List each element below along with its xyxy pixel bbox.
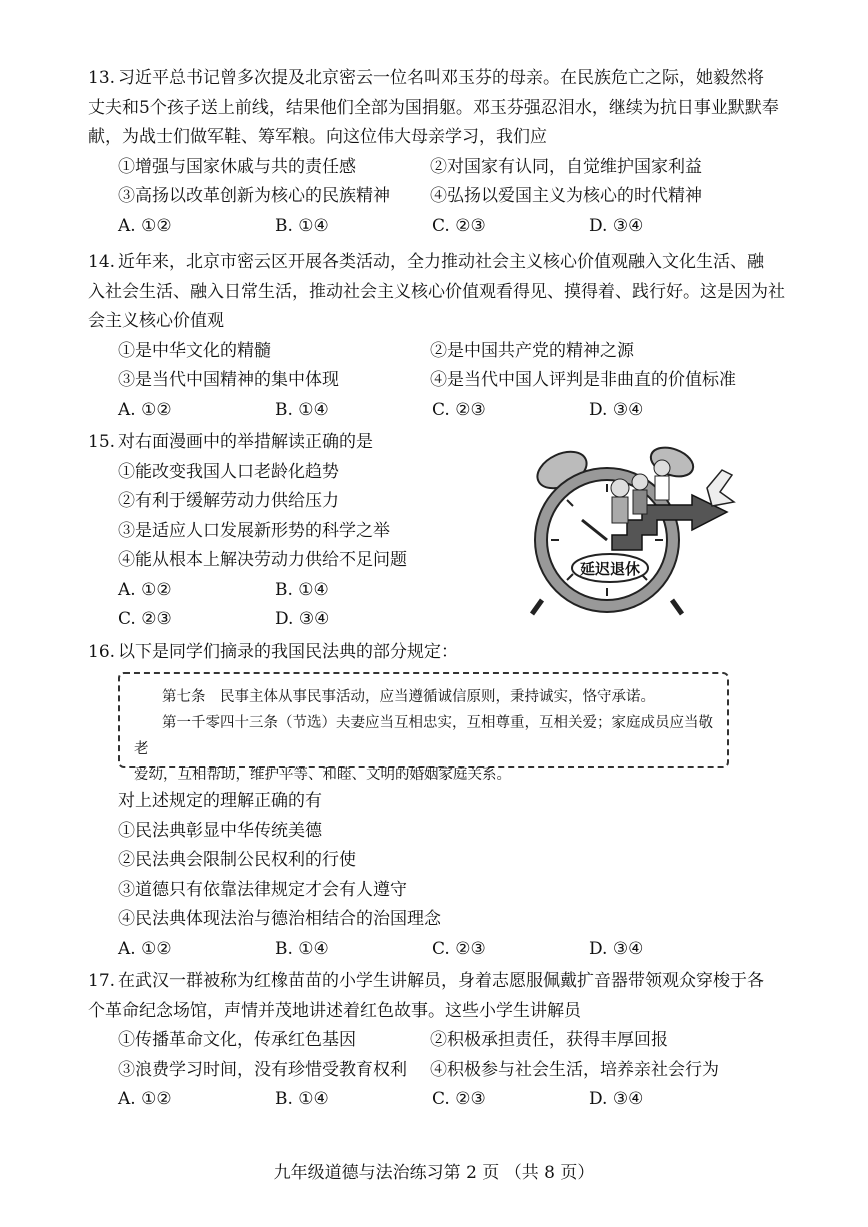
law-article-7: 第七条 民事主体从事民事活动，应当遵循诚信原则，秉持诚实，恪守承诺。 (162, 689, 655, 705)
choice-c: C. ②③ (432, 938, 486, 959)
choice-a: A. ①② (118, 215, 172, 236)
choice-b: B. ①④ (275, 938, 329, 959)
option-2: ②民法典会限制公民权利的行使 (118, 850, 356, 870)
answer-choices (118, 576, 508, 635)
choice-d: D. ③④ (275, 609, 330, 629)
options (118, 337, 788, 396)
option-4: ④是当代中国人评判是非曲直的价值标准 (430, 370, 736, 390)
person-body-2 (633, 490, 647, 514)
chair-icon (707, 470, 734, 506)
choice-b: B. ①④ (275, 399, 329, 420)
question-16 (88, 638, 788, 668)
answer-choices (118, 1085, 788, 1115)
question-16-body (88, 787, 788, 964)
option-3: ③高扬以改革创新为核心的民族精神 (118, 186, 390, 206)
option-1: ①民法典彰显中华传统美德 (118, 820, 322, 841)
retirement-delay-cartoon (522, 440, 748, 616)
question-14 (88, 248, 788, 425)
options (118, 153, 788, 212)
option-4: ④弘扬以爱国主义为核心的时代精神 (430, 186, 702, 206)
cartoon-label: 延迟退休 (579, 560, 641, 578)
question-stem: 对右面漫画中的举措解读正确的是 (118, 432, 373, 452)
person-head-3 (654, 460, 670, 476)
law-excerpt-box (118, 672, 729, 783)
options (118, 1026, 788, 1085)
law-article-1043-cont: 爱幼，互相帮助，维护平等、和睦、文明的婚姻家庭关系。 (134, 767, 511, 783)
question-15 (88, 428, 508, 635)
law-article-1043: 第一千零四十三条（节选）夫妻应当互相忠实，互相尊重，互相关爱；家庭成员应当敬老 (134, 715, 713, 757)
person-head-2 (632, 474, 648, 490)
choice-c: C. ②③ (432, 1089, 486, 1109)
answer-choices (118, 396, 788, 426)
person-body-1 (612, 497, 628, 523)
option-1: ①是中华文化的精髓 (118, 340, 271, 361)
question-number: 17. (88, 971, 116, 991)
option-4: ④积极参与社会生活，培养亲社会行为 (430, 1059, 719, 1080)
option-3: ③是当代中国精神的集中体现 (118, 370, 339, 390)
choice-a: A. ①② (118, 579, 172, 600)
page-footer: 九年级道德与法治练习第 2 页 （共 8 页） (273, 1163, 595, 1183)
choice-b: B. ①④ (275, 1089, 329, 1109)
choice-c: C. ②③ (432, 215, 486, 236)
options (118, 817, 788, 935)
question-number: 14. (88, 252, 116, 272)
options (118, 458, 508, 576)
question-number: 16. (88, 642, 116, 662)
option-2: ②有利于缓解劳动力供给压力 (118, 491, 339, 511)
question-17 (88, 967, 788, 1115)
question-number: 15. (88, 432, 116, 452)
choice-d: D. ③④ (589, 399, 644, 420)
choice-a: A. ①② (118, 399, 172, 420)
answer-choices (118, 212, 788, 242)
option-4: ④民法典体现法治与德治相结合的治国理念 (118, 909, 441, 929)
question-stem: 习近平总书记曾多次提及北京密云一位名叫邓玉芬的母亲。在民族危亡之际，她毅然将 丈夫和5个孩子送上前线，结果他们全部为国捐躯。邓玉芬强忍泪水，继续为抗日事业默默奉献，为战士们做军鞋、筹军粮。向这位伟大母亲学习，我们应 (88, 68, 779, 147)
choice-d: D. ③④ (589, 938, 644, 959)
choice-b: B. ①④ (275, 215, 329, 236)
answer-choices (118, 935, 788, 965)
choice-d: D. ③④ (589, 215, 644, 236)
option-1: ①能改变我国人口老龄化趋势 (118, 461, 339, 482)
clock-bell-right (647, 442, 697, 481)
choice-b: B. ①④ (275, 579, 329, 600)
choice-a: A. ①② (118, 938, 172, 959)
person-head-1 (611, 479, 629, 497)
option-1: ①增强与国家休戚与共的责任感 (118, 156, 356, 177)
option-1: ①传播革命文化，传承红色基因 (118, 1030, 356, 1050)
option-4: ④能从根本上解决劳动力供给不足问题 (118, 550, 407, 570)
choice-d: D. ③④ (589, 1089, 644, 1109)
question-13 (88, 64, 788, 241)
choice-a: A. ①② (118, 1089, 172, 1109)
question-substem: 对上述规定的理解正确的有 (118, 791, 322, 811)
question-stem: 以下是同学们摘录的我国民法典的部分规定： (118, 642, 458, 662)
person-body-3 (655, 476, 669, 500)
question-number: 13. (88, 68, 116, 88)
choice-c: C. ②③ (118, 609, 172, 629)
option-3: ③是适应人口发展新形势的科学之举 (118, 520, 390, 541)
option-2: ②是中国共产党的精神之源 (430, 340, 634, 361)
option-3: ③道德只有依靠法律规定才会有人遵守 (118, 879, 407, 900)
option-2: ②对国家有认同，自觉维护国家利益 (430, 156, 702, 177)
question-stem: 近年来，北京市密云区开展各类活动，全力推动社会主义核心价值观融入文化生活、融 入社会生活、融入日常生活，推动社会主义核心价值观看得见、摸得着、践行好。这是因为社会主义核心价值观 (88, 252, 785, 331)
option-3: ③浪费学习时间，没有珍惜受教育权利 (118, 1059, 407, 1080)
question-stem: 在武汉一群被称为红橡苗苗的小学生讲解员，身着志愿服佩戴扩音器带领观众穿梭于各 个革命纪念场馆，声情并茂地讲述着红色故事。这些小学生讲解员 (88, 971, 764, 1021)
choice-c: C. ②③ (432, 399, 486, 420)
option-2: ②积极承担责任，获得丰厚回报 (430, 1030, 668, 1050)
